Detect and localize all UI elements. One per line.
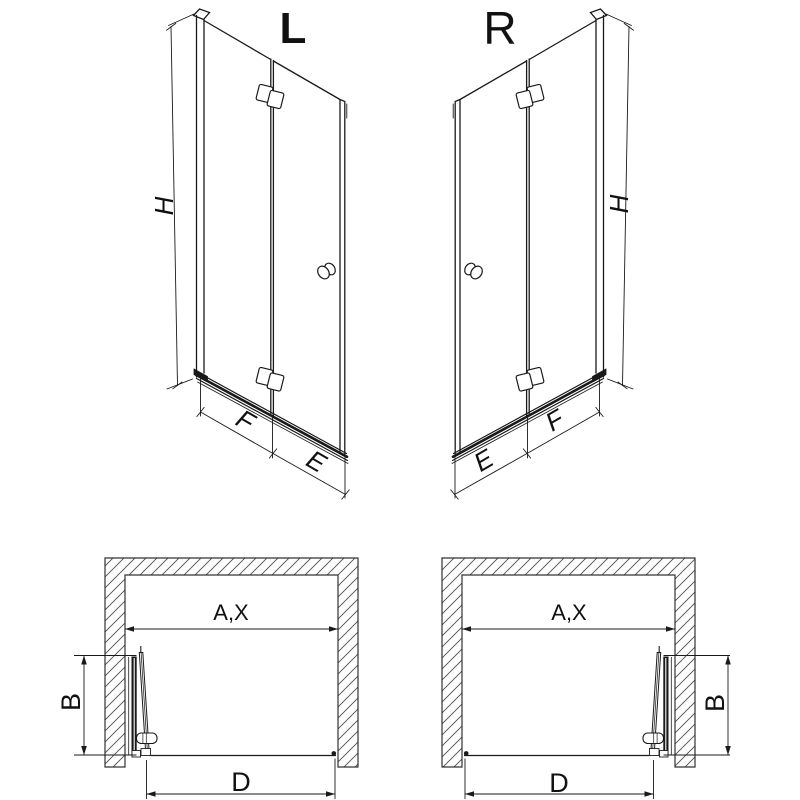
opening-dimension-label-left: A,X [213,600,249,625]
variant-label-left: L [279,4,307,53]
height-dimension-label-left: H [149,196,179,216]
clearance-dimension-label-right: D [549,768,569,798]
clearance-dimension-label-left: D [231,767,251,797]
opening-dimension-label-right: A,X [551,600,587,625]
variant-label-right: R [483,2,517,54]
entry-dimension-label-right: E [468,442,499,478]
depth-dimension-label-left: B [56,692,86,712]
entry-dimension-label-left: E [301,443,332,479]
fold-panel-dimension-label-left: F [231,403,260,438]
depth-dimension-label-right: B [700,693,730,713]
perspective-right-drawing [451,9,634,499]
height-dimension-label-right: H [604,194,634,214]
perspective-left-drawing [167,9,350,499]
fold-panel-dimension-label-right: F [540,403,569,438]
